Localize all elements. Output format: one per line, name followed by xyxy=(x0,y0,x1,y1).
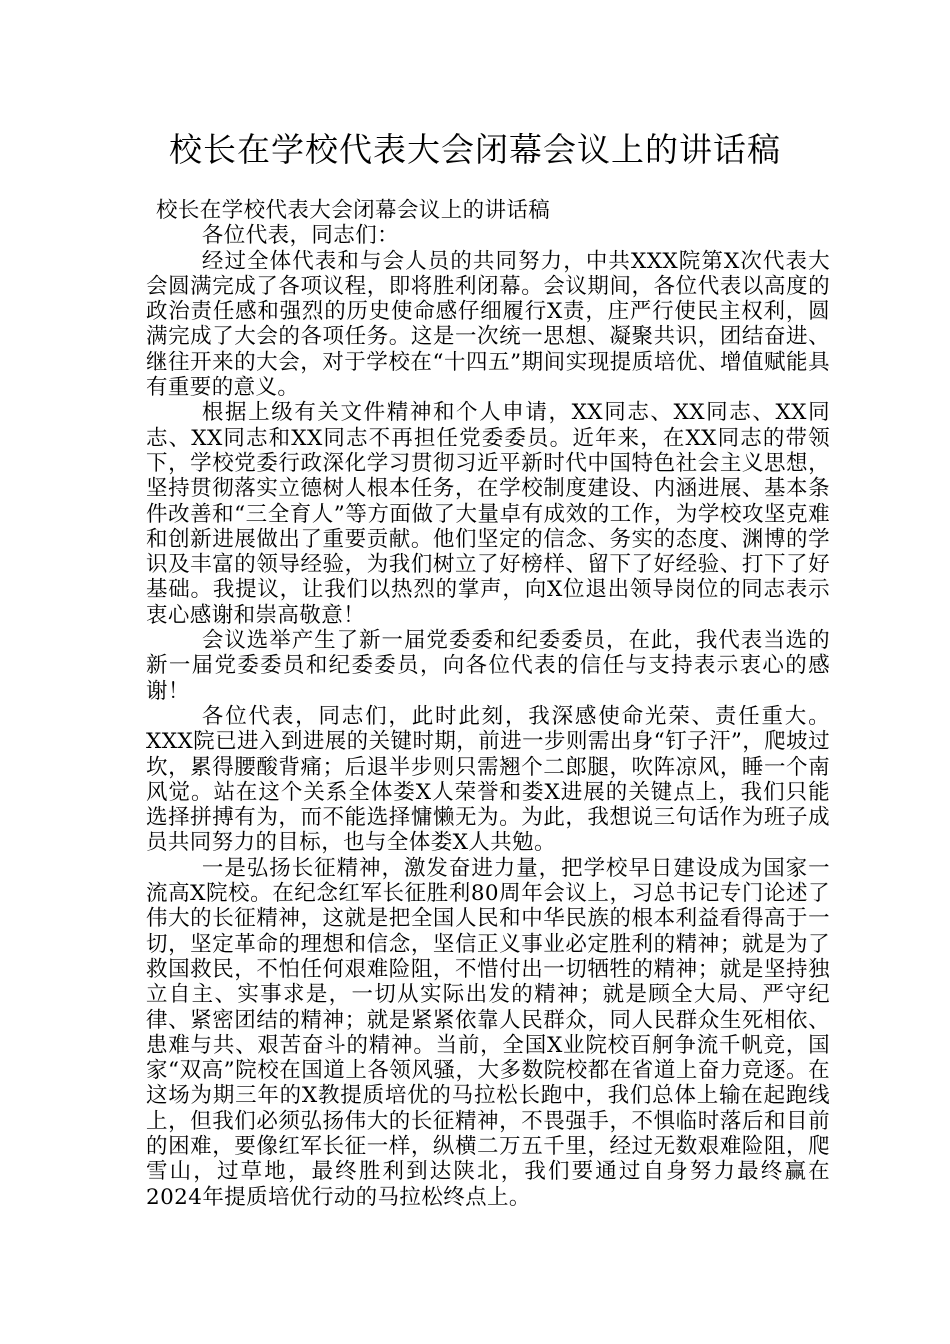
body-paragraph: 各位代表，同志们，此时此刻，我深感使命光荣、责任重大。XXX院已进入到进展的关键时期，前进一步则需出身“钉子汗”，爬坡过坎，累得腰酸背痛；后退半步则只需翘个二郎腿，吹阵凉风，睡一个南风觉。站在这个关系全体娄X人荣誉和娄X进展的关键点上，我们只能选择拼搏有为，而不能选择慵懒无为。为此，我想说三句话作为班子成员共同努力的目标，也与全体娄X人共勉。 xyxy=(146,703,830,856)
body-paragraph: 会议选举产生了新一届党委委和纪委委员，在此，我代表当选的新一届党委委员和纪委委员，向各位代表的信任与支持表示衷心的感谢！ xyxy=(146,628,830,704)
document-subtitle: 校长在学校代表大会闭幕会议上的讲话稿 xyxy=(156,198,551,223)
salutation-paragraph: 各位代表，同志们： xyxy=(201,223,399,249)
document-body xyxy=(146,198,830,1210)
body-paragraph: 根据上级有关文件精神和个人申请，XX同志、XX同志、XX同志、XX同志和XX同志不再担任党委委员。近年来，在XX同志的带领下，学校党委行政深化学习贯彻习近平新时代中国特色社会主义思想，坚持贯彻落实立德树人根本任务，在学校制度建设、内涵进展、基本条件改善和“三全育人”等方面做了大量卓有成效的工作，为学校攻坚克难和创新进展做出了重要贡献。他们坚定的信念、务实的态度、渊博的学识及丰富的领导经验，为我们树立了好榜样、留下了好经验、打下了好基础。我提议，让我们以热烈的掌声，向X位退出领导岗位的同志表示衷心感谢和崇高敬意！ xyxy=(146,400,830,628)
document-title: 校长在学校代表大会闭幕会议上的讲话稿 xyxy=(169,130,781,169)
body-paragraph: 一是弘扬长征精神，激发奋进力量，把学校早日建设成为国家一流高X院校。在纪念红军长征胜利80周年会议上，习总书记专门论述了伟大的长征精神，这就是把全国人民和中华民族的根本利益看得高于一切，坚定革命的理想和信念，坚信正义事业必定胜利的精神；就是为了救国救民，不怕任何艰难险阻，不惜付出一切牺牲的精神；就是坚持独立自主、实事求是，一切从实际出发的精神；就是顾全大局、严守纪律、紧密团结的精神；就是紧紧依靠人民群众，同人民群众生死相依、患难与共、艰苦奋斗的精神。当前，全国X业院校百舸争流千帆竞，国家“双高”院校在国道上各领风骚，大多数院校都在省道上奋力竞逐。在这场为期三年的X教提质培优的马拉松长跑中，我们总体上输在起跑线上，但我们必须弘扬伟大的长征精神，不畏强手，不惧临时落后和目前的困难，要像红军长征一样，纵横二万五千里，经过无数艰难险阻，爬雪山，过草地，最终胜利到达陕北，我们要通过自身努力最终赢在2024年提质培优行动的马拉松终点上。 xyxy=(146,855,830,1210)
body-paragraph: 经过全体代表和与会人员的共同努力，中共XXX院第X次代表大会圆满完成了各项议程，即将胜利闭幕。会议期间，各位代表以高度的政治责任感和强烈的历史使命感仔细履行X责，庄严行使民主权利，圆满完成了大会的各项任务。这是一次统一思想、凝聚共识，团结奋进、继往开来的大会，对于学校在“十四五”期间实现提质培优、增值赋能具有重要的意义。 xyxy=(146,248,830,401)
